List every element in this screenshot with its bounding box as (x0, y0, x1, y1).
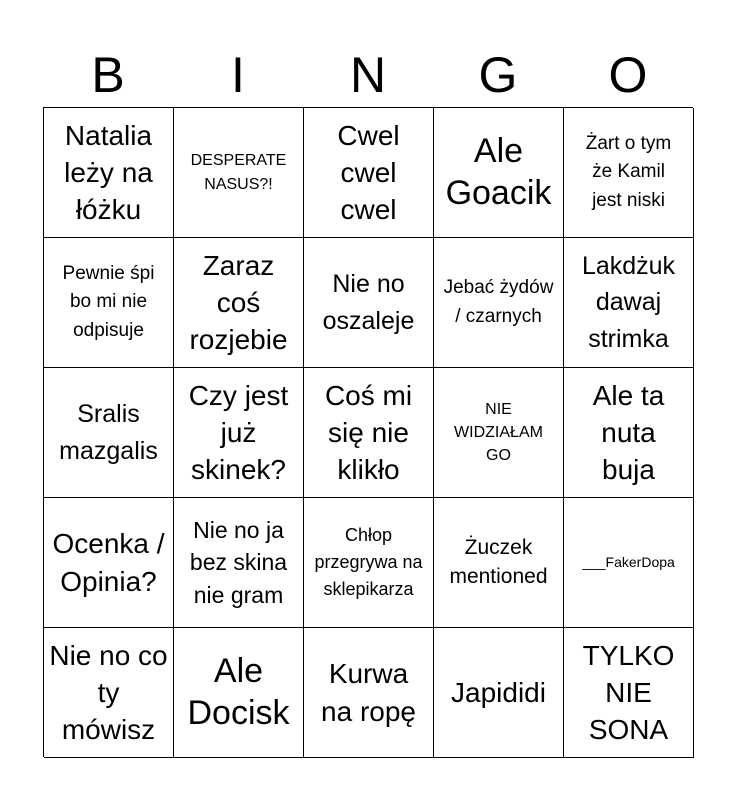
header-letter-o: O (608, 47, 648, 103)
bingo-cell[interactable] (564, 368, 694, 498)
cell-text: Coś mi się nie klikło (324, 379, 413, 486)
cell-text: Pewnie śpi bo mi nie odpisuje (62, 262, 155, 341)
cell-text: Chłop przegrywa na sklepikarza (314, 525, 423, 599)
cell-text: Japididi (451, 676, 546, 708)
bingo-cell[interactable] (304, 628, 434, 758)
header-letter-g: G (478, 47, 518, 103)
cell-text: Lakdżuk dawaj strimka (581, 252, 676, 353)
bingo-cell[interactable] (564, 498, 694, 628)
cell-text: Ale Goacik (445, 132, 552, 212)
cell-text: Kurwa na ropę (321, 658, 416, 727)
bingo-cell[interactable] (434, 498, 564, 628)
cell-text: Żart o tym że Kamil jest niski (585, 132, 672, 211)
bingo-cell[interactable] (304, 108, 434, 238)
cell-text: DESPERATE NASUS?! (190, 152, 287, 193)
bingo-cell[interactable] (304, 498, 434, 628)
bingo-board (43, 107, 693, 757)
bingo-cell[interactable] (434, 238, 564, 368)
bingo-cell[interactable] (44, 628, 174, 758)
cell-text: ___FakerDopa (582, 553, 675, 570)
cell-text: Natalia leży na łóżku (64, 119, 153, 226)
bingo-cell[interactable] (174, 628, 304, 758)
cell-text: Jebać żydów / czarnych (443, 277, 554, 327)
bingo-cell[interactable] (564, 238, 694, 368)
cell-text: Sralis mazgalis (59, 400, 158, 465)
cell-text: NIE WIDZIAŁAM GO (454, 400, 543, 465)
bingo-cell[interactable] (434, 368, 564, 498)
bingo-header (43, 44, 693, 106)
bingo-cell[interactable] (434, 108, 564, 238)
header-letter-n: N (349, 47, 387, 103)
cell-text: Ale Docisk (187, 652, 290, 732)
bingo-cell[interactable] (174, 238, 304, 368)
cell-text: Czy jest już skinek? (188, 379, 289, 486)
header-letter-b: B (91, 47, 125, 103)
bingo-cell[interactable] (174, 368, 304, 498)
bingo-cell[interactable] (304, 238, 434, 368)
bingo-cell[interactable] (564, 628, 694, 758)
bingo-cell[interactable] (44, 108, 174, 238)
bingo-cell[interactable] (44, 238, 174, 368)
cell-text: Żuczek mentioned (449, 535, 548, 588)
bingo-cell[interactable] (564, 108, 694, 238)
cell-text: Nie no co ty mówisz (49, 639, 168, 746)
cell-text: TYLKO NIE SONA (582, 639, 675, 746)
header-letter-i: I (231, 47, 245, 103)
cell-text: Cwel cwel cwel (337, 119, 400, 226)
cell-text: Nie no ja bez skina nie gram (189, 517, 288, 608)
cell-text: Ale ta nuta buja (592, 379, 665, 486)
bingo-cell[interactable] (44, 368, 174, 498)
bingo-cell[interactable] (174, 108, 304, 238)
cell-text: Zaraz coś rozjebie (189, 249, 288, 356)
cell-text: Ocenka / Opinia? (52, 528, 165, 597)
bingo-cell[interactable] (434, 628, 564, 758)
bingo-cell[interactable] (44, 498, 174, 628)
bingo-cell[interactable] (304, 368, 434, 498)
cell-text: Nie no oszaleje (322, 270, 415, 335)
bingo-cell[interactable] (174, 498, 304, 628)
